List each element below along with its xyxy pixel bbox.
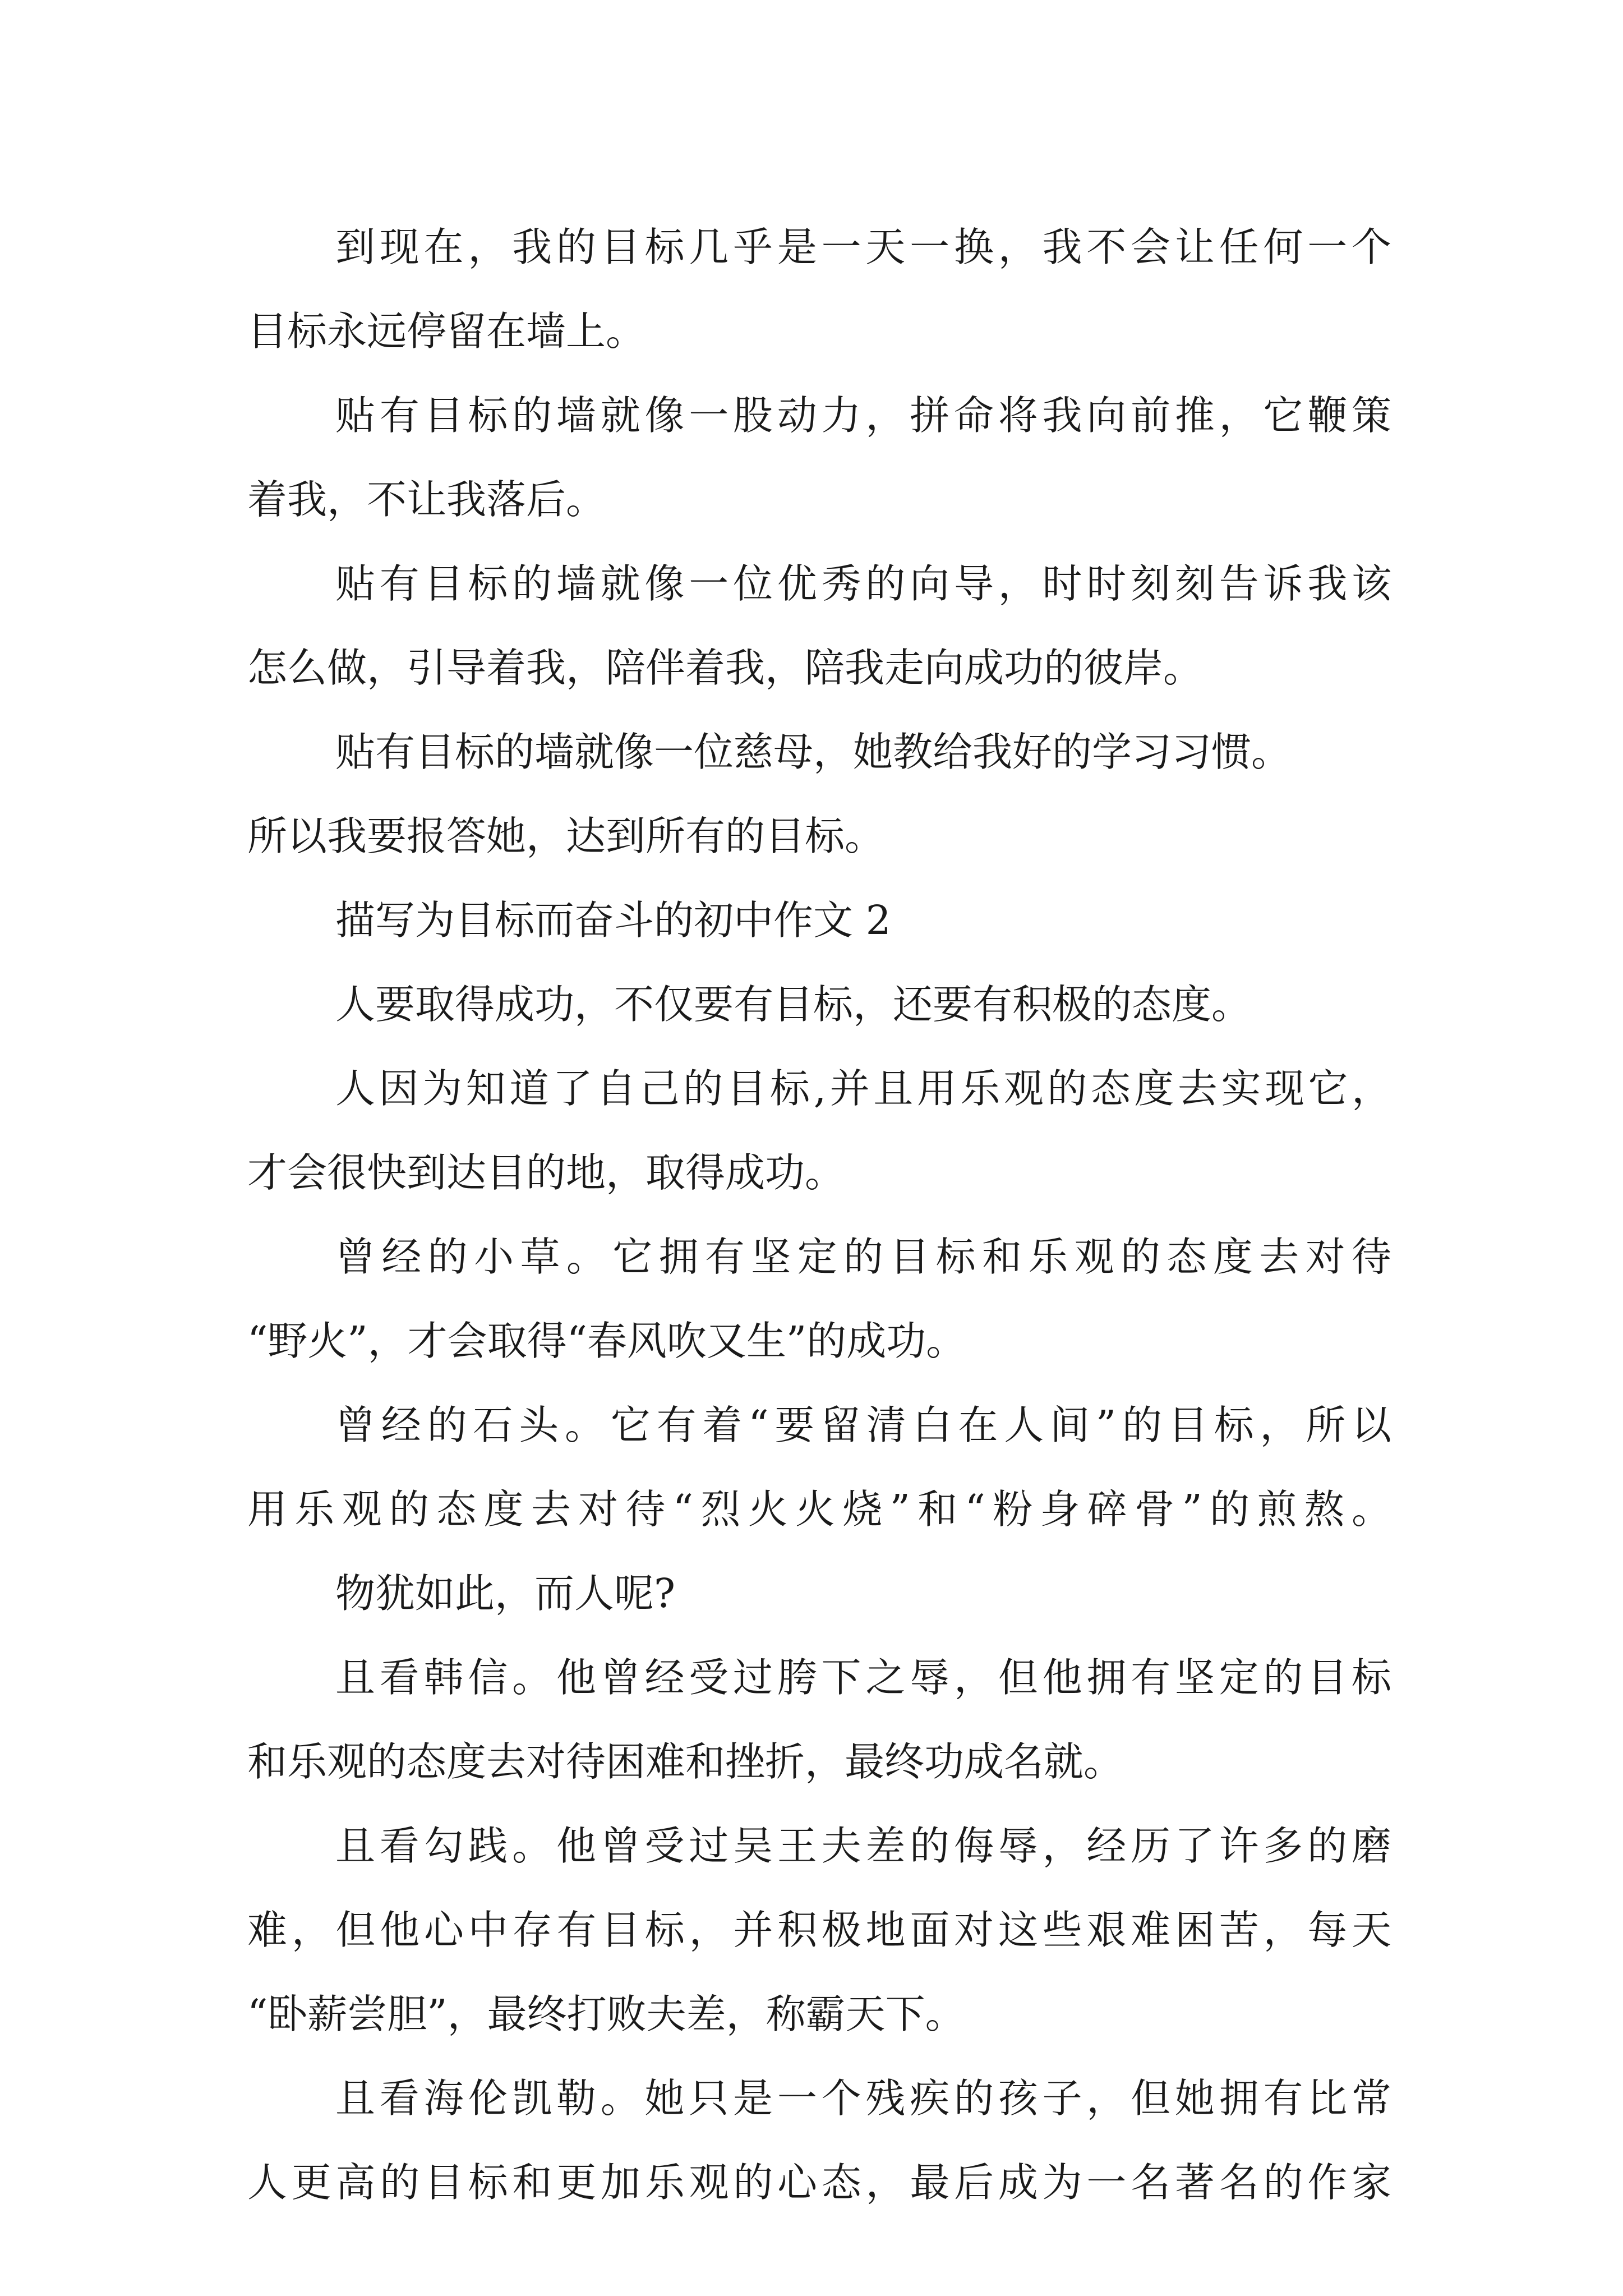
paragraph-line: 人因为知道了自己的目标,并且用乐观的态度去实现它，: [335, 1065, 1391, 1112]
paragraph-line: 贴有目标的墙就像一位优秀的向导，时时刻刻告诉我该: [335, 560, 1391, 607]
document-body: [247, 205, 1391, 2225]
paragraph-line: 人更高的目标和更加乐观的心态，最后成为一名著名的作家: [247, 2159, 1391, 2206]
paragraph-line: 贴有目标的墙就像一位慈母，她教给我好的学习习惯。: [335, 729, 1292, 775]
paragraph-line: 目标永远停留在墙上。: [247, 308, 646, 355]
paragraph-line: “卧薪尝胆”，最终打败夫差，称霸天下。: [247, 1991, 965, 2037]
paragraph-line: “野火”，才会取得“春风吹又生”的成功。: [247, 1318, 966, 1364]
paragraph-line: 曾经的石头。它有着“要留清白在人间”的目标，所以: [335, 1402, 1391, 1448]
paragraph-line: 曾经的小草。它拥有坚定的目标和乐观的态度去对待: [335, 1234, 1391, 1280]
paragraph-line: 和乐观的态度去对待困难和挫折，最终功成名就。: [247, 1738, 1124, 1785]
paragraph-line: 着我，不让我落后。: [247, 476, 606, 523]
paragraph-line: 怎么做，引导着我，陪伴着我，陪我走向成功的彼岸。: [247, 645, 1204, 691]
paragraph-line: 用乐观的态度去对待“烈火火烧”和“粉身碎骨”的煎熬。: [247, 1486, 1391, 1533]
paragraph-line: 贴有目标的墙就像一股动力，拼命将我向前推，它鞭策: [335, 392, 1391, 439]
paragraph-line: 才会很快到达目的地，取得成功。: [247, 1149, 845, 1196]
paragraph-line: 所以我要报答她，达到所有的目标。: [247, 813, 885, 859]
paragraph-line: 到现在，我的目标几乎是一天一换，我不会让任何一个: [335, 224, 1391, 270]
paragraph-line: 且看韩信。他曾经受过胯下之辱，但他拥有坚定的目标: [335, 1654, 1391, 1701]
section-heading: 描写为目标而奋斗的初中作文 2: [335, 897, 891, 944]
paragraph-line: 人要取得成功，不仅要有目标，还要有积极的态度。: [335, 981, 1252, 1028]
paragraph-line: 且看海伦凯勒。她只是一个残疾的孩子，但她拥有比常: [335, 2075, 1391, 2122]
paragraph-line: 且看勾践。他曾受过吴王夫差的侮辱，经历了许多的磨: [335, 1823, 1391, 1869]
paragraph-line: 物犹如此，而人呢?: [335, 1570, 676, 1617]
paragraph-line: 难，但他心中存有目标，并积极地面对这些艰难困苦，每天: [247, 1907, 1391, 1953]
